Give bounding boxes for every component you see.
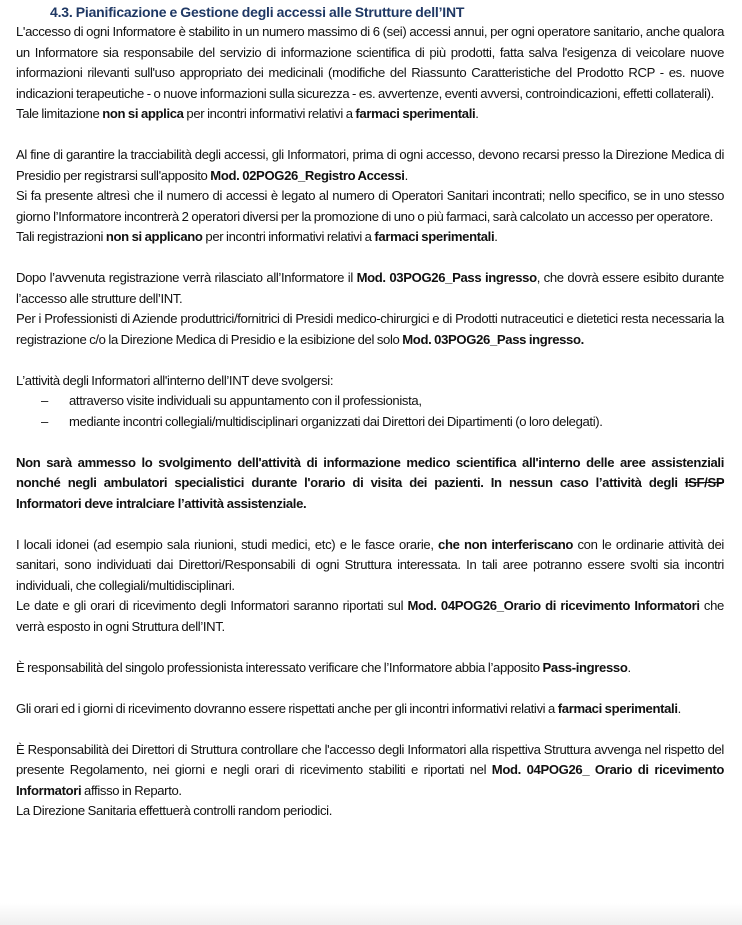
paragraph-activity-intro: L’attività degli Informatori all'interno dell’INT deve svolgersi: [16,372,334,388]
dash-bullet-icon: – [41,393,48,408]
paragraph-gap [16,514,724,535]
emphasis-che-non-interferiscano: che non interferiscano [438,536,574,552]
emphasis-non-si-applicano: non si applicano [105,229,203,244]
emphasis-farmaci-sperimentali: farmaci sperimentali [557,700,678,716]
paragraph-director-responsibility: È Responsabilità dei Direttori di Struttura controllare che l'accesso degli Informatori alla rispettiva Struttura avvenga nel rispetto del presente Regolamento, nei giorni e negli orari di ricevimento stabiliti e riportati nel Mod. 04POG26_ Orario di ricevimento Informatori affisso in Reparto. [16,741,724,798]
emphasis-non-si-applica: non si applica [102,106,184,121]
document-page [16,0,724,822]
list-item: – mediante incontri collegiali/multidisciplinari organizzati dai Direttori dei Dipartimenti (o loro delegati). [16,412,724,433]
list-item: – attraverso visite individuali su appuntamento con il professionista, [16,391,724,412]
paragraph-random-controls: La Direzione Sanitaria effettuerà controlli random periodici. [16,803,333,818]
paragraph-gap [16,125,724,146]
activity-list [16,391,724,432]
emphasis-farmaci-sperimentali: farmaci sperimentali [355,106,476,121]
paragraph-gap [16,678,724,699]
dash-bullet-icon: – [41,413,48,429]
paragraph-gap [16,350,724,371]
section-title: 4.3. Pianificazione e Gestione degli accessi alle Strutture dell’INT [50,4,465,20]
paragraph-traceability: Al fine di garantire la tracciabilità degli accessi, gli Informatori, prima di ogni accesso, devono recarsi presso la Direzione Medica di Presidio per registrarsi sull'apposito Mod. 02POG26_Registro Accessi. [16,147,724,183]
page-bottom-fade [0,903,742,925]
emphasis-pass-ingresso: Pass-ingresso [542,659,628,675]
form-reference-orario-ricevimento: Mod. 04POG26_Orario di ricevimento Informatori [407,598,700,613]
paragraph-gap [16,432,724,453]
paragraph-gap [16,637,724,658]
paragraph-professionals-registration: Per i Professionisti di Aziende produttrici/fornitrici di Presidi medico-chirurgici e di Prodotti nutraceutici e dietetici resta necessaria la registrazione c/o la Direzione Medica di Presidio e la esibizione del solo Mod. 03POG26_Pass ingresso. [16,311,724,347]
form-reference-orario-ricevimento: Mod. 04POG26_ Orario di ricevimento Informatori [16,762,724,798]
form-reference-registro-accessi: Mod. 02POG26_Registro Accessi [210,167,405,183]
paragraph-gap [16,719,724,740]
form-reference-pass-ingresso: Mod. 03POG26_Pass ingresso. [402,331,584,347]
paragraph-pass-issued: Dopo l’avvenuta registrazione verrà rilasciato all’Informatore il Mod. 03POG26_Pass ingresso, che dovrà essere esibito durante l’accesso alle strutture dell’INT. [16,270,724,306]
paragraph-rooms-and-hours: I locali idonei (ad esempio sala riunioni, studi medici, etc) e le fasce orarie, che non interferiscano con le ordinarie attività dei sanitari, sono individuati dai Direttori/Responsabili di ogni Struttura interessata. In tali aree potranno essere svolti sia incontri individuali, che collegiali/multidisciplinari. [16,536,724,593]
paragraph-schedule-compliance: Gli orari ed i giorni di ricevimento dovranno essere rispettati anche per gli incontri informativi relativi a farmaci sperimentali. [16,700,681,716]
paragraph-prohibition-notice: Non sarà ammesso lo svolgimento dell'attività di informazione medico scientifica all'interno delle aree assistenziali nonché negli ambulatori specialistici durante l'orario di visita dei pazienti. In nessun caso l’attività degli ISF/SP Informatori deve intralciare l’attività assistenziale. [16,454,724,511]
paragraph-access-count: Si fa presente altresì che il numero di accessi è legato al numero di Operatori Sanitari incontrati; nello specifico, se in uno stesso giorno l’Informatore incontrerà 2 operatori diversi per la promozione di uno o più farmaci, sarà calcolato un accesso per operatore. [16,188,724,224]
paragraph-registration-exception: Tali registrazioni non si applicano per incontri informativi relativi a farmaci sperimentali. [16,229,498,244]
paragraph-limitation-exception: Tale limitazione non si applica per incontri informativi relativi a farmaci sperimentali. [16,106,479,121]
form-reference-pass-ingresso: Mod. 03POG26_Pass ingresso [356,270,537,285]
paragraph-reception-schedule: Le date e gli orari di ricevimento degli Informatori saranno riportati sul Mod. 04POG26_Orario di ricevimento Informatori che verrà esposto in ogni Struttura dell’INT. [16,598,724,634]
paragraph-access-limit: L'accesso di ogni Informatore è stabilito in un numero massimo di 6 (sei) accessi annui, per ogni operatore sanitario, anche qualora un Informatore sia responsabile del servizio di informazione scientifica di più prodotti, fatta salva l'esigenza di veicolare nuove informazioni rilevanti sull'uso appropriato dei medicinali (modifiche del Riassunto Caratteristiche del Prodotto RCP - es. nuove indicazioni terapeutiche - o nuove informazioni sulla sicurezza - es. avvertenze, eventi avversi, controindicazioni, effetti collaterali). [16,24,724,101]
emphasis-farmaci-sperimentali: farmaci sperimentali [374,229,495,244]
paragraph-gap [16,248,724,269]
struck-text-isf-sp: ISF/SP [684,475,724,490]
paragraph-professional-responsibility: È responsabilità del singolo professionista interessato verificare che l’Informatore abbia l’apposito Pass-ingresso. [16,659,631,675]
